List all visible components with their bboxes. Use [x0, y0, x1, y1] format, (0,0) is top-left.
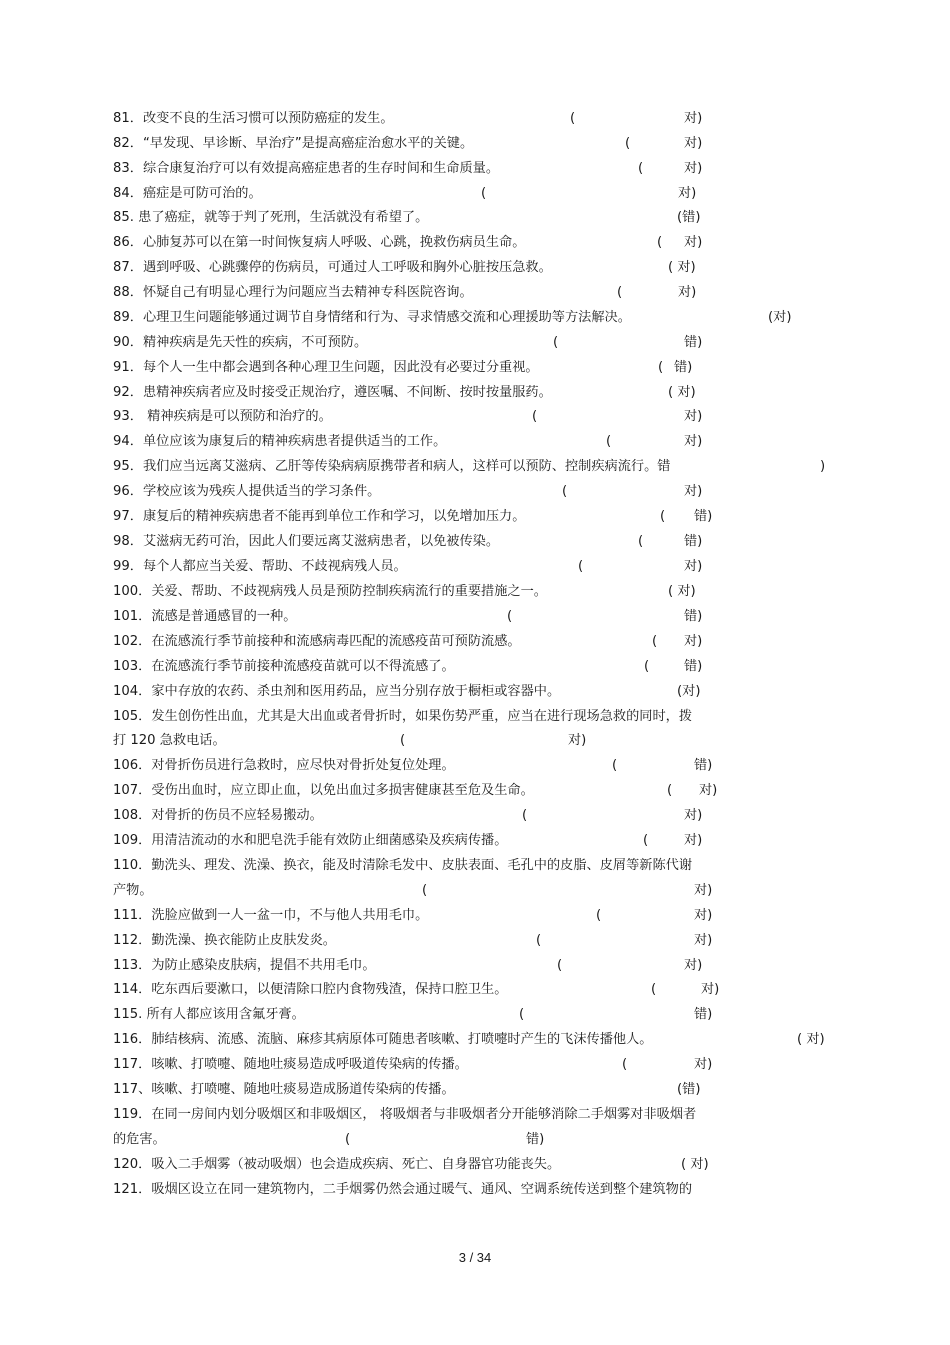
question-text: 102．在流感流行季节前接种和流感病毒匹配的流感疫苗可预防流感。 — [113, 634, 521, 649]
question-text: 83．综合康复治疗可以有效提高癌症患者的生存时间和生命质量。 — [113, 161, 500, 176]
question-text: 101．流感是普通感冒的一种。 — [113, 609, 297, 624]
answer-mark: ( 对) — [668, 584, 696, 599]
answer-mark: 对) — [684, 808, 703, 823]
question-text: 108．对骨折的伤员不应轻易搬动。 — [113, 808, 323, 823]
answer-mark: (错) — [677, 1082, 701, 1097]
question-item — [113, 780, 843, 802]
question-item — [113, 108, 843, 130]
answer-open-paren: ( — [644, 659, 650, 674]
question-item — [113, 656, 843, 678]
question-item — [113, 706, 843, 728]
answer-open-paren: ( — [578, 559, 584, 574]
question-item — [113, 431, 843, 453]
answer-mark: 对) — [684, 833, 703, 848]
question-text: 99．每个人都应当关爱、帮助、不歧视病残人员。 — [113, 559, 407, 574]
question-item — [113, 357, 843, 379]
answer-open-paren: ( — [562, 484, 568, 499]
question-text: 117．咳嗽、打喷嚏、随地吐痰易造成呼吸道传染病的传播。 — [113, 1057, 468, 1072]
question-item — [113, 755, 843, 777]
question-item — [113, 307, 843, 329]
question-text: 115. 所有人都应该用含氟牙膏。 — [113, 1007, 305, 1022]
answer-mark: 对) — [694, 883, 713, 898]
question-item — [113, 556, 843, 578]
question-text: 105．发生创伤性出血，尤其是大出血或者骨折时，如果伤势严重，应当在进行现场急救的同时，拨 — [113, 709, 693, 724]
question-item — [113, 855, 843, 877]
question-item — [113, 282, 843, 304]
question-text: 109．用清洁流动的水和肥皂洗手能有效防止细菌感染及疾病传播。 — [113, 833, 508, 848]
question-text: 88．怀疑自己有明显心理行为问题应当去精神专科医院咨询。 — [113, 285, 473, 300]
answer-mark: ( 对) — [668, 260, 696, 275]
question-text: 产物。 — [113, 883, 153, 898]
question-text: 93． 精神疾病是可以预防和治疗的。 — [113, 409, 332, 424]
question-item — [113, 631, 843, 653]
question-item — [113, 955, 843, 977]
answer-open-paren: ( — [596, 908, 602, 923]
answer-open-paren: ( — [651, 982, 657, 997]
answer-mark: 对) — [701, 982, 720, 997]
question-item — [113, 1129, 843, 1151]
question-text: 100．关爱、帮助、不歧视病残人员是预防控制疾病流行的重要措施之一。 — [113, 584, 547, 599]
question-item — [113, 581, 843, 603]
answer-open-paren: ( — [532, 409, 538, 424]
question-item — [113, 1029, 843, 1051]
answer-mark: (对) — [768, 310, 792, 325]
question-item — [113, 905, 843, 927]
answer-open-paren: ( — [557, 958, 563, 973]
question-text: 114．吃东西后要漱口，以便清除口腔内食物残渣，保持口腔卫生。 — [113, 982, 508, 997]
answer-mark: 对) — [684, 434, 703, 449]
answer-mark: ) — [820, 459, 826, 474]
question-item — [113, 805, 843, 827]
question-text: 103．在流感流行季节前接种流感疫苗就可以不得流感了。 — [113, 659, 455, 674]
answer-open-paren: ( — [422, 883, 428, 898]
question-text: 95．我们应当远离艾滋病、乙肝等传染病病原携带者和病人，这样可以预防、控制疾病流行。错 — [113, 459, 671, 474]
question-text: 121．吸烟区设立在同一建筑物内，二手烟雾仍然会通过暖气、通风、空调系统传送到整个建筑物的 — [113, 1182, 693, 1197]
question-text: 116．肺结核病、流感、流脑、麻疹其病原体可随患者咳嗽、打喷嚏时产生的飞沫传播他人。 — [113, 1032, 653, 1047]
question-item — [113, 1054, 843, 1076]
question-text: 104．家中存放的农药、杀虫剂和医用药品，应当分别存放于橱柜或容器中。 — [113, 684, 561, 699]
answer-open-paren: ( — [638, 161, 644, 176]
answer-mark: 对) — [568, 733, 587, 748]
answer-mark: 对) — [678, 186, 697, 201]
question-text: 110．勤洗头、理发、洗澡、换衣，能及时清除毛发中、皮肤表面、毛孔中的皮脂、皮屑等新陈代谢 — [113, 858, 693, 873]
question-text: 86．心肺复苏可以在第一时间恢复病人呼吸、心跳，挽救伤病员生命。 — [113, 235, 526, 250]
answer-open-paren: ( — [667, 783, 673, 798]
answer-open-paren: ( — [536, 933, 542, 948]
answer-mark: 错) — [674, 360, 693, 375]
answer-mark: 错) — [684, 609, 703, 624]
answer-open-paren: ( — [519, 1007, 525, 1022]
question-item — [113, 183, 843, 205]
answer-mark: 对) — [684, 161, 703, 176]
question-text: 94．单位应该为康复后的精神疾病患者提供适当的工作。 — [113, 434, 447, 449]
question-item — [113, 1179, 843, 1201]
answer-open-paren: ( — [657, 235, 663, 250]
question-text: 96．学校应该为残疾人提供适当的学习条件。 — [113, 484, 381, 499]
question-item — [113, 456, 843, 478]
page-number: 3 / 34 — [458, 1250, 492, 1265]
question-text: 106．对骨折伤员进行急救时，应尽快对骨折处复位处理。 — [113, 758, 455, 773]
answer-open-paren: ( — [400, 733, 406, 748]
answer-open-paren: ( — [481, 186, 487, 201]
question-item — [113, 232, 843, 254]
answer-open-paren: ( — [345, 1132, 351, 1147]
answer-open-paren: ( — [522, 808, 528, 823]
question-text: 89．心理卫生问题能够通过调节自身情绪和行为、寻求情感交流和心理援助等方法解决。 — [113, 310, 631, 325]
answer-mark: 对) — [684, 958, 703, 973]
question-text: 111．洗脸应做到一人一盆一巾，不与他人共用毛巾。 — [113, 908, 429, 923]
answer-mark: 对) — [694, 933, 713, 948]
question-text: 107．受伤出血时，应立即止血，以免出血过多损害健康甚至危及生命。 — [113, 783, 534, 798]
answer-mark: 错) — [694, 1007, 713, 1022]
question-text: 120．吸入二手烟雾（被动吸烟）也会造成疾病、死亡、自身器官功能丧失。 — [113, 1157, 561, 1172]
answer-mark: 错) — [694, 758, 713, 773]
question-item — [113, 606, 843, 628]
question-text: 打 120 急救电话。 — [113, 733, 226, 748]
question-item — [113, 332, 843, 354]
answer-open-paren: ( — [553, 335, 559, 350]
question-item — [113, 257, 843, 279]
question-text: 87．遇到呼吸、心跳骤停的伤病员，可通过人工呼吸和胸外心脏按压急救。 — [113, 260, 552, 275]
answer-mark: 对) — [684, 136, 703, 151]
question-item — [113, 730, 843, 752]
answer-open-paren: ( — [652, 634, 658, 649]
answer-open-paren: ( — [622, 1057, 628, 1072]
question-item — [113, 506, 843, 528]
question-text: 98．艾滋病无药可治，因此人们要远离艾滋病患者，以免被传染。 — [113, 534, 500, 549]
answer-mark: 对) — [694, 908, 713, 923]
question-text: 97．康复后的精神疾病患者不能再到单位工作和学习，以免增加压力。 — [113, 509, 526, 524]
answer-open-paren: ( — [507, 609, 513, 624]
question-item — [113, 979, 843, 1001]
answer-mark: 对) — [684, 235, 703, 250]
answer-mark: 错) — [684, 534, 703, 549]
question-item — [113, 681, 843, 703]
question-text: 112．勤洗澡、换衣能防止皮肤发炎。 — [113, 933, 336, 948]
answer-mark: 对) — [684, 559, 703, 574]
answer-open-paren: ( — [570, 111, 576, 126]
answer-mark: 对) — [684, 634, 703, 649]
question-item — [113, 531, 843, 553]
answer-mark: 错) — [694, 509, 713, 524]
answer-mark: (错) — [677, 210, 701, 225]
question-text: 的危害。 — [113, 1132, 166, 1147]
answer-mark: ( 对) — [668, 385, 696, 400]
question-text: 91．每个人一生中都会遇到各种心理卫生问题，因此没有必要过分重视。 — [113, 360, 539, 375]
question-text: 81．改变不良的生活习惯可以预防癌症的发生。 — [113, 111, 394, 126]
question-item — [113, 1079, 843, 1101]
question-item — [113, 830, 843, 852]
answer-open-paren: ( — [612, 758, 618, 773]
answer-mark: 错) — [526, 1132, 545, 1147]
question-text: 82．“早发现、早诊断、早治疗”是提高癌症治愈水平的关键。 — [113, 136, 474, 151]
answer-mark: 对) — [678, 285, 697, 300]
answer-mark: 对) — [699, 783, 718, 798]
question-item — [113, 930, 843, 952]
question-text: 113．为防止感染皮肤病，提倡不共用毛巾。 — [113, 958, 376, 973]
answer-mark: 对) — [684, 484, 703, 499]
answer-mark: 对) — [684, 409, 703, 424]
question-text: 119．在同一房间内划分吸烟区和非吸烟区， 将吸烟者与非吸烟者分开能够消除二手烟雾对非吸烟者 — [113, 1107, 697, 1122]
question-text: 90．精神疾病是先天性的疾病，不可预防。 — [113, 335, 368, 350]
question-text: 92．患精神疾病者应及时接受正规治疗，遵医嘱、不间断、按时按量服药。 — [113, 385, 552, 400]
answer-open-paren: ( — [606, 434, 612, 449]
answer-mark: 对) — [694, 1057, 713, 1072]
question-text: 117、咳嗽、打喷嚏、随地吐痰易造成肠道传染病的传播。 — [113, 1082, 455, 1097]
answer-open-paren: ( — [660, 509, 666, 524]
question-item — [113, 406, 843, 428]
answer-mark: 错) — [684, 335, 703, 350]
answer-mark: ( 对) — [681, 1157, 709, 1172]
question-item — [113, 207, 843, 229]
answer-open-paren: ( — [625, 136, 631, 151]
question-text: 85. 患了癌症，就等于判了死刑，生活就没有希望了。 — [113, 210, 429, 225]
answer-mark: ( 对) — [797, 1032, 825, 1047]
question-item — [113, 1004, 843, 1026]
question-item — [113, 1104, 843, 1126]
question-text: 84．癌症是可防可治的。 — [113, 186, 262, 201]
answer-mark: 错) — [684, 659, 703, 674]
answer-open-paren: ( — [643, 833, 649, 848]
question-item — [113, 481, 843, 503]
answer-open-paren: ( — [638, 534, 644, 549]
question-item — [113, 382, 843, 404]
question-item — [113, 880, 843, 902]
question-item — [113, 133, 843, 155]
answer-open-paren: ( — [658, 360, 664, 375]
answer-mark: 对) — [684, 111, 703, 126]
answer-open-paren: ( — [617, 285, 623, 300]
question-item — [113, 1154, 843, 1176]
question-item — [113, 158, 843, 180]
answer-mark: (对) — [677, 684, 701, 699]
